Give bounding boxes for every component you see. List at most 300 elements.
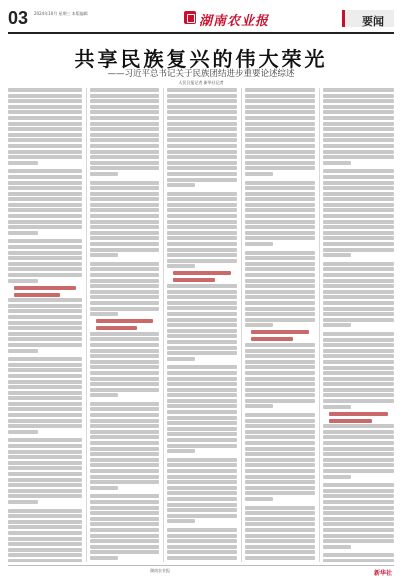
body-text-line — [8, 461, 82, 465]
body-text-line — [90, 161, 159, 165]
body-text-line — [167, 545, 237, 549]
body-text-line — [167, 421, 237, 425]
body-text-line — [8, 419, 82, 423]
body-text-line — [90, 150, 159, 154]
body-text-line — [8, 472, 82, 476]
body-text-line — [167, 127, 237, 131]
body-text-line — [323, 262, 394, 266]
body-text-line — [323, 94, 394, 98]
body-text-line — [90, 295, 159, 299]
body-text-line — [245, 475, 315, 479]
body-text-line — [90, 133, 159, 137]
body-text-line — [8, 478, 82, 482]
body-text-line — [90, 388, 159, 392]
body-text-line — [245, 197, 315, 201]
body-text-line — [8, 396, 82, 400]
body-text-line — [8, 542, 82, 546]
body-text-line — [167, 301, 237, 305]
body-text-line — [167, 399, 237, 403]
body-text-line — [90, 458, 159, 462]
body-text-line — [245, 256, 315, 260]
body-text-line — [323, 405, 351, 409]
body-text-line — [8, 262, 82, 266]
body-text-line — [245, 458, 315, 462]
body-text-line — [323, 122, 394, 126]
body-text-line — [245, 480, 315, 484]
body-text-line — [167, 416, 237, 420]
body-text-line — [245, 399, 315, 403]
body-text-line — [8, 203, 82, 207]
body-text-line — [323, 349, 394, 353]
body-text-line — [90, 413, 159, 417]
body-text-line — [245, 110, 315, 114]
body-text-line — [8, 138, 82, 142]
body-text-line — [167, 231, 237, 235]
body-text-line — [245, 522, 315, 526]
body-text-line — [167, 178, 237, 182]
body-text-line — [167, 290, 237, 294]
body-text-line — [90, 290, 159, 294]
body-text-line — [90, 122, 159, 126]
body-text-line — [167, 192, 237, 196]
body-text-line — [323, 534, 394, 538]
body-text-line — [167, 377, 237, 381]
body-text-line — [8, 450, 82, 454]
masthead-rule — [8, 32, 394, 34]
body-text-line — [245, 413, 315, 417]
body-text-line — [167, 105, 237, 109]
body-text-line — [90, 534, 159, 538]
body-text-line — [8, 133, 82, 137]
body-text-line — [90, 166, 159, 170]
body-text-line — [90, 186, 159, 190]
body-text-line — [245, 497, 273, 501]
body-text-line — [245, 360, 315, 364]
body-text-line — [245, 279, 315, 283]
body-text-line — [323, 522, 394, 526]
body-text-line — [90, 127, 159, 131]
body-text-line — [90, 486, 118, 490]
body-text-line — [323, 144, 394, 148]
body-text-line — [167, 144, 237, 148]
body-text-line — [167, 346, 237, 350]
body-text-line — [245, 550, 315, 554]
body-text-line — [323, 253, 351, 257]
body-text-line — [245, 424, 315, 428]
dateline: 2024年10月 星期三 本版编辑 — [34, 11, 88, 16]
body-text-line — [167, 427, 237, 431]
body-text-line — [8, 343, 82, 347]
body-text-line — [90, 337, 159, 341]
body-text-line — [245, 506, 315, 510]
body-text-line — [167, 550, 237, 554]
body-text-line — [323, 192, 394, 196]
body-text-line — [167, 306, 237, 310]
body-text-line — [8, 304, 82, 308]
body-text-line — [8, 537, 82, 541]
body-text-line — [167, 365, 237, 369]
body-text-line — [90, 192, 159, 196]
section-label: 要闻 — [362, 15, 384, 28]
body-text-line — [245, 133, 315, 137]
body-text-line — [167, 312, 237, 316]
body-text-line — [167, 463, 237, 467]
body-text-line — [8, 438, 82, 442]
body-text-line — [323, 155, 394, 159]
body-text-line — [167, 225, 237, 229]
body-text-line — [90, 116, 159, 120]
body-text-line — [323, 354, 394, 358]
body-text-line — [323, 110, 394, 114]
body-text-line — [323, 494, 394, 498]
body-text-line — [8, 181, 82, 185]
body-text-line — [245, 242, 273, 246]
body-text-line — [245, 343, 315, 347]
body-text-line — [323, 208, 394, 212]
body-text-line — [245, 430, 315, 434]
body-text-line — [323, 371, 394, 375]
body-text-line — [167, 497, 237, 501]
body-text-line — [90, 402, 159, 406]
body-text-line — [90, 105, 159, 109]
body-text-line — [90, 208, 159, 212]
body-text-line — [90, 550, 159, 554]
body-text-line — [245, 371, 315, 375]
body-text-line — [167, 248, 237, 252]
body-text-line — [8, 94, 82, 98]
body-text-line — [167, 295, 237, 299]
body-text-line — [90, 441, 159, 445]
body-text-line — [323, 220, 394, 224]
body-text-line — [8, 402, 82, 406]
body-text-line — [8, 220, 82, 224]
body-text-line — [245, 186, 315, 190]
body-text-line — [245, 88, 315, 92]
body-text-line — [323, 181, 394, 185]
body-text-line — [323, 511, 394, 515]
body-text-line — [245, 251, 315, 255]
body-text-line — [8, 116, 82, 120]
body-text-line — [8, 407, 82, 411]
body-text-line — [323, 528, 394, 532]
body-text-line — [167, 94, 237, 98]
subtitle-text-line — [14, 293, 60, 297]
body-text-line — [90, 279, 159, 283]
body-text-line — [323, 318, 394, 322]
body-text-line — [8, 494, 82, 498]
body-text-line — [323, 447, 394, 451]
text-column-2 — [86, 88, 159, 562]
body-text-line — [8, 155, 82, 159]
body-text-line — [8, 357, 82, 361]
body-text-line — [245, 539, 315, 543]
body-text-line — [167, 236, 237, 240]
body-text-line — [245, 192, 315, 196]
text-column-3 — [163, 88, 237, 562]
body-text-line — [245, 447, 315, 451]
body-text-line — [8, 110, 82, 114]
body-text-line — [90, 99, 159, 103]
body-text-line — [8, 251, 82, 255]
body-text-line — [323, 539, 394, 543]
body-text-line — [323, 506, 394, 510]
body-text-line — [90, 377, 159, 381]
footer-rule — [8, 565, 394, 566]
body-text-line — [167, 259, 237, 263]
body-text-line — [8, 514, 82, 518]
body-text-line — [8, 150, 82, 154]
body-text-line — [245, 94, 315, 98]
body-text-line — [245, 528, 315, 532]
body-text-line — [245, 144, 315, 148]
body-text-line — [90, 155, 159, 159]
subtitle-text-line — [96, 319, 153, 323]
text-column-4 — [241, 88, 315, 562]
body-text-line — [90, 435, 159, 439]
body-text-line — [245, 556, 315, 560]
body-text-line — [167, 404, 237, 408]
body-text-line — [323, 360, 394, 364]
body-text-line — [8, 385, 82, 389]
body-text-line — [8, 326, 82, 330]
body-text-line — [245, 323, 273, 327]
body-text-line — [323, 225, 394, 229]
body-text-line — [8, 489, 82, 493]
seal-icon — [184, 11, 196, 24]
body-text-line — [90, 273, 159, 277]
body-text-line — [167, 382, 237, 386]
body-text-line — [167, 508, 237, 512]
body-text-line — [323, 424, 394, 428]
body-text-line — [245, 203, 315, 207]
body-text-line — [323, 150, 394, 154]
body-text-line — [90, 172, 118, 176]
text-column-1 — [8, 88, 82, 562]
body-text-line — [8, 368, 82, 372]
body-text-line — [8, 161, 38, 165]
body-text-line — [90, 181, 159, 185]
body-text-line — [8, 444, 82, 448]
body-text-line — [167, 458, 237, 462]
body-text-line — [167, 388, 237, 392]
body-text-line — [8, 186, 82, 190]
body-text-line — [8, 197, 82, 201]
body-text-line — [245, 301, 315, 305]
body-text-line — [245, 122, 315, 126]
body-text-line — [8, 391, 82, 395]
body-text-line — [90, 242, 159, 246]
subtitle-text-line — [251, 330, 309, 334]
body-text-line — [8, 424, 82, 428]
body-text-line — [245, 435, 315, 439]
masthead — [8, 8, 394, 32]
body-text-line — [323, 267, 394, 271]
body-text-line — [323, 186, 394, 190]
body-text-line — [245, 155, 315, 159]
body-text-line — [323, 430, 394, 434]
footer-logo: 新华社 — [373, 570, 392, 577]
body-text-line — [8, 413, 82, 417]
subtitle-text-line — [251, 337, 293, 341]
body-text-line — [167, 110, 237, 114]
body-text-line — [8, 553, 82, 557]
body-text-line — [90, 463, 159, 467]
body-text-line — [245, 127, 315, 131]
article-headline: 共享民族复兴的伟大荣光 — [74, 47, 328, 71]
body-text-line — [90, 203, 159, 207]
body-text-line — [167, 444, 237, 448]
body-text-line — [167, 475, 237, 479]
body-text-line — [167, 480, 237, 484]
body-text-line — [323, 273, 394, 277]
body-text-line — [323, 203, 394, 207]
body-text-line — [90, 262, 159, 266]
body-text-line — [90, 267, 159, 271]
body-text-line — [323, 290, 394, 294]
body-text-line — [8, 349, 38, 353]
body-text-line — [8, 273, 82, 277]
body-text-line — [323, 105, 394, 109]
body-text-line — [167, 503, 237, 507]
body-text-line — [245, 116, 315, 120]
body-text-line — [90, 371, 159, 375]
body-text-line — [8, 279, 38, 283]
body-text-line — [8, 88, 82, 92]
body-text-line — [245, 562, 315, 563]
body-text-line — [8, 500, 38, 504]
section-tag — [342, 10, 394, 27]
body-text-line — [167, 351, 237, 355]
body-text-line — [8, 225, 82, 229]
body-text-line — [323, 312, 394, 316]
body-text-line — [323, 231, 394, 235]
body-text-line — [167, 318, 237, 322]
body-text-line — [245, 534, 315, 538]
body-text-line — [90, 94, 159, 98]
body-text-line — [323, 517, 394, 521]
body-text-line — [90, 469, 159, 473]
body-text-line — [245, 382, 315, 386]
body-text-line — [167, 323, 237, 327]
body-text-line — [323, 343, 394, 347]
body-text-line — [323, 307, 394, 311]
body-text-line — [8, 315, 82, 319]
body-text-line — [167, 469, 237, 473]
body-text-line — [323, 116, 394, 120]
body-text-line — [90, 528, 159, 532]
body-text-line — [167, 253, 237, 257]
body-text-line — [167, 528, 237, 532]
body-text-line — [167, 208, 237, 212]
body-text-line — [323, 99, 394, 103]
body-text-line — [90, 430, 159, 434]
body-text-line — [167, 155, 237, 159]
body-text-line — [90, 393, 118, 397]
body-text-line — [323, 483, 394, 487]
body-text-line — [167, 161, 237, 165]
body-text-line — [245, 388, 315, 392]
body-text-line — [167, 519, 195, 523]
body-text-line — [245, 225, 315, 229]
article-subheadline: ——习近平总书记关于民族团结进步重要论述综述 — [107, 69, 295, 79]
subtitle-text-line — [329, 419, 372, 423]
body-text-line — [167, 242, 237, 246]
body-text-line — [323, 161, 351, 165]
body-text-line — [245, 491, 315, 495]
body-text-line — [90, 144, 159, 148]
body-text-line — [323, 133, 394, 137]
body-text-line — [167, 334, 237, 338]
body-text-line — [323, 545, 351, 549]
body-text-line — [245, 349, 315, 353]
body-text-line — [90, 506, 159, 510]
body-text-line — [8, 105, 82, 109]
body-text-line — [323, 248, 394, 252]
body-text-line — [90, 447, 159, 451]
body-text-line — [8, 520, 82, 524]
body-text-line — [167, 133, 237, 137]
body-text-line — [323, 301, 394, 305]
body-text-line — [323, 242, 394, 246]
body-text-line — [8, 337, 82, 341]
body-text-line — [8, 99, 82, 103]
body-text-line — [90, 539, 159, 543]
body-text-line — [245, 511, 315, 515]
body-text-line — [245, 236, 315, 240]
body-text-line — [245, 262, 315, 266]
body-text-line — [8, 298, 82, 302]
body-text-line — [90, 332, 159, 336]
body-text-line — [167, 138, 237, 142]
body-text-line — [8, 466, 82, 470]
body-text-line — [245, 404, 273, 408]
body-text-line — [90, 248, 159, 252]
body-text-line — [8, 380, 82, 384]
body-text-line — [90, 365, 159, 369]
paragraph-gap — [90, 562, 159, 563]
body-text-line — [8, 214, 82, 218]
body-text-line — [167, 88, 237, 92]
body-text-line — [245, 419, 315, 423]
body-text-line — [167, 197, 237, 201]
body-text-line — [8, 363, 82, 367]
body-text-line — [245, 469, 315, 473]
subtitle-text-line — [173, 271, 231, 275]
body-text-line — [245, 181, 315, 185]
body-text-line — [90, 284, 159, 288]
article-body — [8, 88, 394, 562]
body-text-line — [167, 357, 195, 361]
body-text-line — [8, 169, 82, 173]
body-text-line — [323, 458, 394, 462]
body-text-line — [245, 208, 315, 212]
body-text-line — [167, 166, 237, 170]
body-text-line — [323, 366, 394, 370]
body-text-line — [323, 382, 394, 386]
body-text-line — [245, 267, 315, 271]
body-text-line — [90, 424, 159, 428]
body-text-line — [323, 435, 394, 439]
footer-text: 湖南农业报 — [150, 568, 170, 573]
body-text-line — [8, 127, 82, 131]
body-text-line — [245, 273, 315, 277]
body-text-line — [90, 494, 159, 498]
body-text-line — [90, 312, 118, 316]
body-text-line — [245, 318, 315, 322]
subtitle-text-line — [96, 326, 137, 330]
body-text-line — [90, 354, 159, 358]
body-text-line — [167, 491, 237, 495]
